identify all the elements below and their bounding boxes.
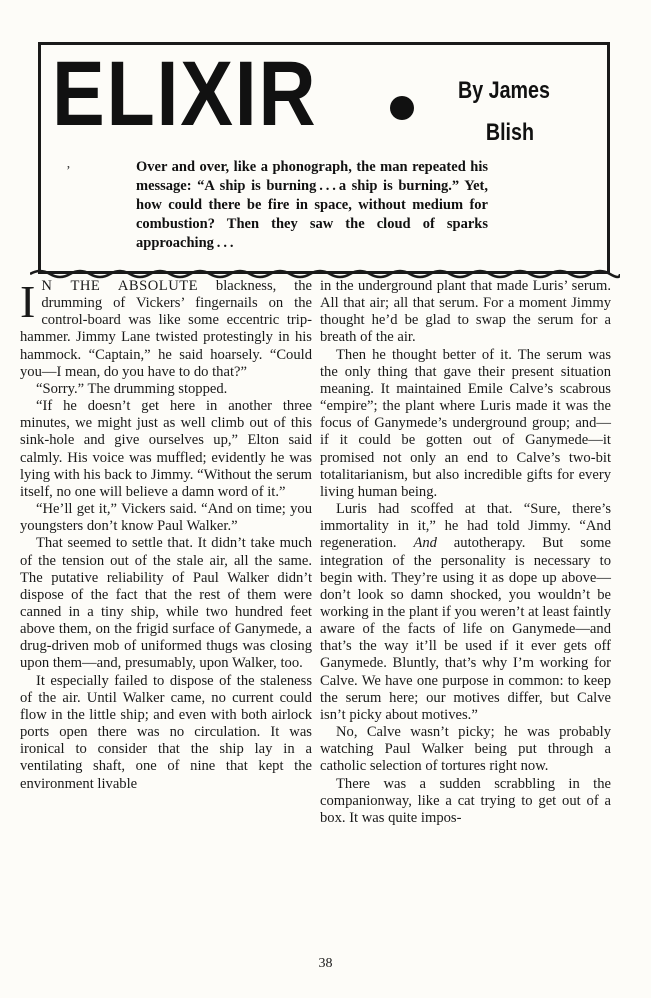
page-number: 38 <box>318 956 333 971</box>
paragraph: “He’ll get it,” Vickers said. “And on time; you youngsters don’t know Paul Walker.” <box>20 501 312 535</box>
paragraph <box>320 501 611 724</box>
paragraph: “Sorry.” The drumming stopped. <box>36 380 228 397</box>
story-blurb: Over and over, like a phonograph, the man repeated his message: “A ship is burning . . . a ship is burning.” Yet, how could there be fire in space, without medium for combustion? Then they saw the cloud of sparks approaching . . . <box>136 159 488 251</box>
paragraph: There was a sudden scrabbling in the companionway, like a cat trying to get out of a box. It was quite impos- <box>320 775 611 826</box>
emphasis-text: And <box>413 535 437 552</box>
title-bullet-icon <box>390 96 414 120</box>
opening-caps: N THE ABSOLUTE <box>41 278 199 294</box>
paragraph-continued: in the underground plant that made Luris’ serum. All that air; all that serum. For a moment Jimmy thought he’d be glad to swap the serum for a breath of the air. <box>320 278 611 346</box>
story-title: ELIXIR <box>52 43 318 145</box>
left-column <box>20 278 312 793</box>
drop-cap: I <box>20 276 36 327</box>
paragraph-text: Luris had scoffed at that. “Sure, there’s immortality in it,” he had told Jimmy. “And regeneration. <box>320 501 611 552</box>
paragraph: It especially failed to dispose of the staleness of the air. Until Walker came, no current could flow in the little ship; and even with both airlock ports open there was no circulation. It was ironical to consider that the ship lay in a ventilating shaft, one of nine that kept the environment livable <box>20 672 312 792</box>
byline-line-2: Blish <box>485 119 535 146</box>
byline <box>458 70 556 154</box>
byline-line-1: By James <box>458 77 550 104</box>
paragraph: No, Calve wasn’t picky; he was probably watching Paul Walker being put through a catholic selection of tortures right now. <box>320 724 611 775</box>
paragraph-text: autotherapy. But some integration of the personality is necessary to begin with. They’re using it as dope up above—don’t look so damn shocked, you wouldn’t be working in the plant if you weren’t at least faintly aware of the facts of life on Ganymede—and that’s the way it’ll be used if it ever gets off Ganymede. Bluntly, that’s why I’m working for Calve. We have one purpose in common: to keep the serum here; our motives differ, but Calve isn’t picky about motives.” <box>320 535 611 723</box>
paragraph-text: blackness, the drumming of Vickers’ fingernails on the control-board was like some eccentric trip-hammer. Jimmy Lane twisted protestingly in his hammock. “Captain,” he said hoarsely. “Could you—I mean, do you have to do that?” <box>20 278 312 380</box>
paragraph: That seemed to settle that. It didn’t take much of the tension out of the stale air, all the same. The putative reliability of Paul Walker didn’t dispose of the fact that the rest of them were canned in a tiny ship, while two hundred feet above them, on the frigid surface of Ganymede, a drug-driven mob of uniformed thugs was closing upon them—and, presumably, upon Walker, too. <box>20 535 312 672</box>
opening-paragraph <box>20 278 312 381</box>
stray-mark: ’ <box>66 164 71 179</box>
paragraph: “If he doesn’t get here in another three minutes, we might just as well climb out of this sink-hole and give ourselves up,” Elton said calmly. His voice was muffled; evidently he was lying with his back to Jimmy. “Without the serum itself, no one will believe a damn word of it.” <box>20 398 312 500</box>
right-column <box>320 278 611 827</box>
paragraph: Then he thought better of it. The serum was the only thing that gave their present situation meaning. It maintained Emile Calve’s scabrous “empire”; the plant where Luris made it was the focus of Ganymede’s underground group; and—if it could be gotten out of Ganymede—it promised not only an end to Calve’s two-bit totalitarianism, but also incredible gifts for every living human being. <box>320 346 611 500</box>
